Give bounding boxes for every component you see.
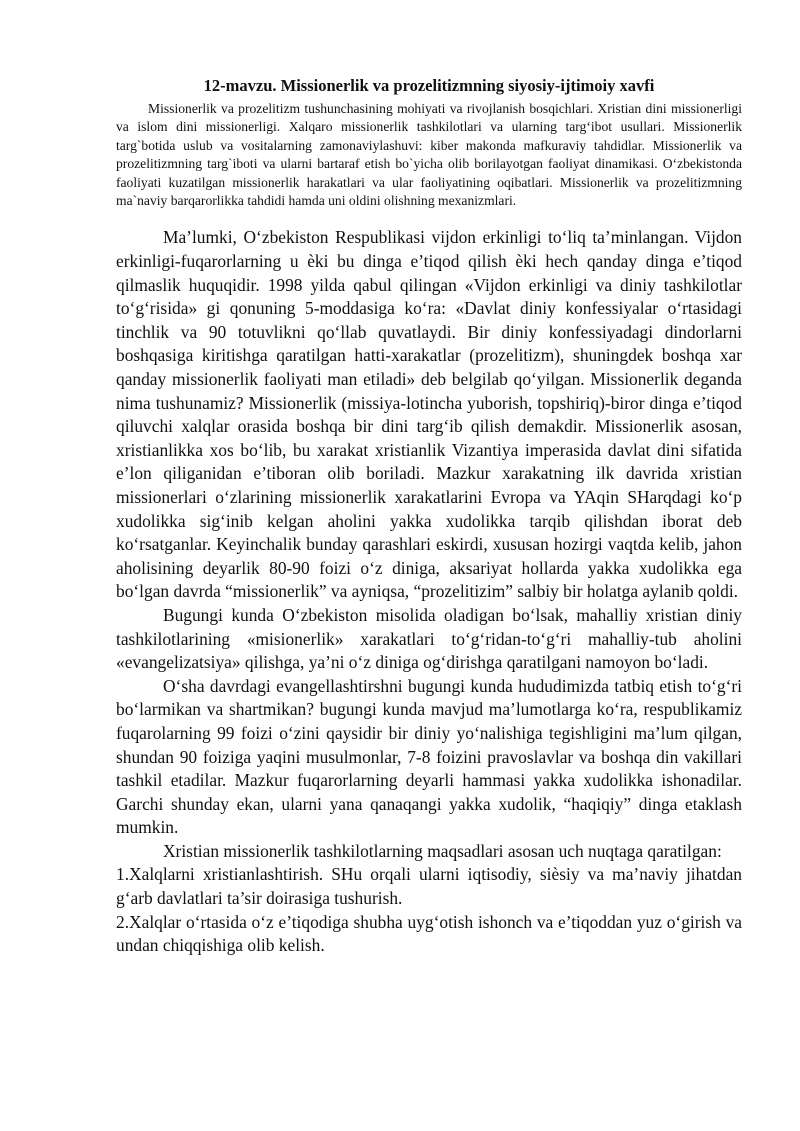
paragraph-3: O‘sha davrdagi evangellashtirshni bugungi kunda hududimizda tatbiq etish to‘g‘ri bo‘larmikan va shartmikan? bugungi kunda mavjud ma’lumotlarga ko‘ra, respublikamiz fuqarolarning 99 foizi o‘zini qaysidir bir diniy yo‘nalishiga tegishligini ma’lum qilgan, shundan 90 foiziga yaqini musulmonlar, 7-8 foizini pravoslavlar va boshqa din vakillari tashkil etadilar. Mazkur fuqarorlarning deyarli hammasi yakka xudolikka ishonadilar. Garchi shunday ekan, ularni yana qanaqangi yakka xudolik, “haqiqiy” dinga etaklash mumkin. <box>116 675 742 838</box>
paragraph-1: Ma’lumki, O‘zbekiston Respublikasi vijdon erkinligi to‘liq ta’minlangan. Vijdon erkinligi-fuqarorlarning u èki bu dinga e’tiqod qilish èki hech qanday dinga e’tiqod qilmaslik huquqidir. 1998 yilda qabul qilingan «Vijdon erkinligi va diniy tashkilotlar to‘g‘risida» gi qonuning 5-moddasiga ko‘ra: «Davlat diniy konfessiyalar o‘rtasidagi tinchlik va 90 totuvlikni qo‘llab quvatlaydi. Bir diniy konfessiyadagi dindorlarni boshqasiga kiritishga qaratilgan hatti-xarakatlar (prozelitizm), shuningdek boshqa xar qanday missionerlik faoliyati man etiladi» deb belgilab qo‘yilgan. Missionerlik deganda nima tushunamiz? Missionerlik (missiya-lotincha yuborish, topshiriq)-biror dinga e’tiqod qiluvchi xalqlar orasida boshqa bir dini targ‘ib qilish demakdir. Missionerlik asosan, xristianlikka xos bo‘lib, bu xarakat xristianlik Vizantiya imperasida davlat dini sifatida e’lon qiliganidan e’tiboran olib boriladi. Mazkur xarakatning ilk davrida xristian missionerlari o‘zlarining missionerlik xarakatlarini Evropa va YAqin SHarqdagi ko‘p xudolikka sig‘inib kelgan aholini yakka xudolikka tarqib qilishdan iborat deb ko‘rsatganlar. Keyinchalik bunday qarashlari eskirdi, xususan hozirgi vaqtda kelib, jahon aholisining deyarlik 80-90 foizi o‘z diniga, aksariyat hollarda yakka xudolikka ega bo‘lgan davrda “missionerlik” va ayniqsa, “prozelitizim” salbiy bir holatga aylanib qoldi. <box>116 227 742 602</box>
paragraph-4: Xristian missionerlik tashkilotlarning maqsadlari asosan uch nuqtaga qaratilgan: <box>163 840 722 861</box>
list-item-2: 2.Xalqlar o‘rtasida o‘z e’tiqodiga shubha uyg‘otish ishonch va e’tiqoddan yuz o‘girish va undan chiqqishiga olib kelish. <box>116 911 742 956</box>
list-item-1: 1.Xalqlarni xristianlashtirish. SHu orqali ularni iqtisodiy, sièsiy va ma’naviy jihatdan g‘arb davlatlari ta’sir doirasiga tushurish. <box>116 864 742 909</box>
page-title: 12-mavzu. Missionerlik va prozelitizmning siyosiy-ijtimoiy xavfi <box>203 76 655 95</box>
document-page <box>116 76 742 958</box>
paragraph-2: Bugungi kunda O‘zbekiston misolida oladigan bo‘lsak, mahalliy xristian diniy tashkilotlarining «misionerlik» xarakatlari to‘g‘ridan-to‘g‘ri mahalliy-tub aholini «evangelizatsiya» qilishga, ya’ni o‘z diniga og‘dirishga qaratilgani namoyon bo‘ladi. <box>116 604 742 673</box>
topic-summary: Missionerlik va prozelitizm tushunchasining mohiyati va rivojlanish bosqichlari. Xristian dini missionerligi va islom dini missionerligi. Xalqaro missionerlik tashkilotlari va ularning targ‘ibot usullari. Missionerlik targ`botida uslub va vositalarning zamonaviylashuvi: kiber makonda mafkuraviy tahdidlar. Missionerlik va prozelitizmning targ`iboti va ularni bartaraf etish bo`yicha olib borilayotgan faoliyat dinamikasi. O‘zbekistonda faoliyati kuzatilgan missionerlik harakatlari va ular faoliyatining oqibatlari. Missionerlik va prozelitizmning ma`naviy barqarorlikka tahdidi hamda uni oldini olishning mexanizmlari. <box>116 101 742 209</box>
